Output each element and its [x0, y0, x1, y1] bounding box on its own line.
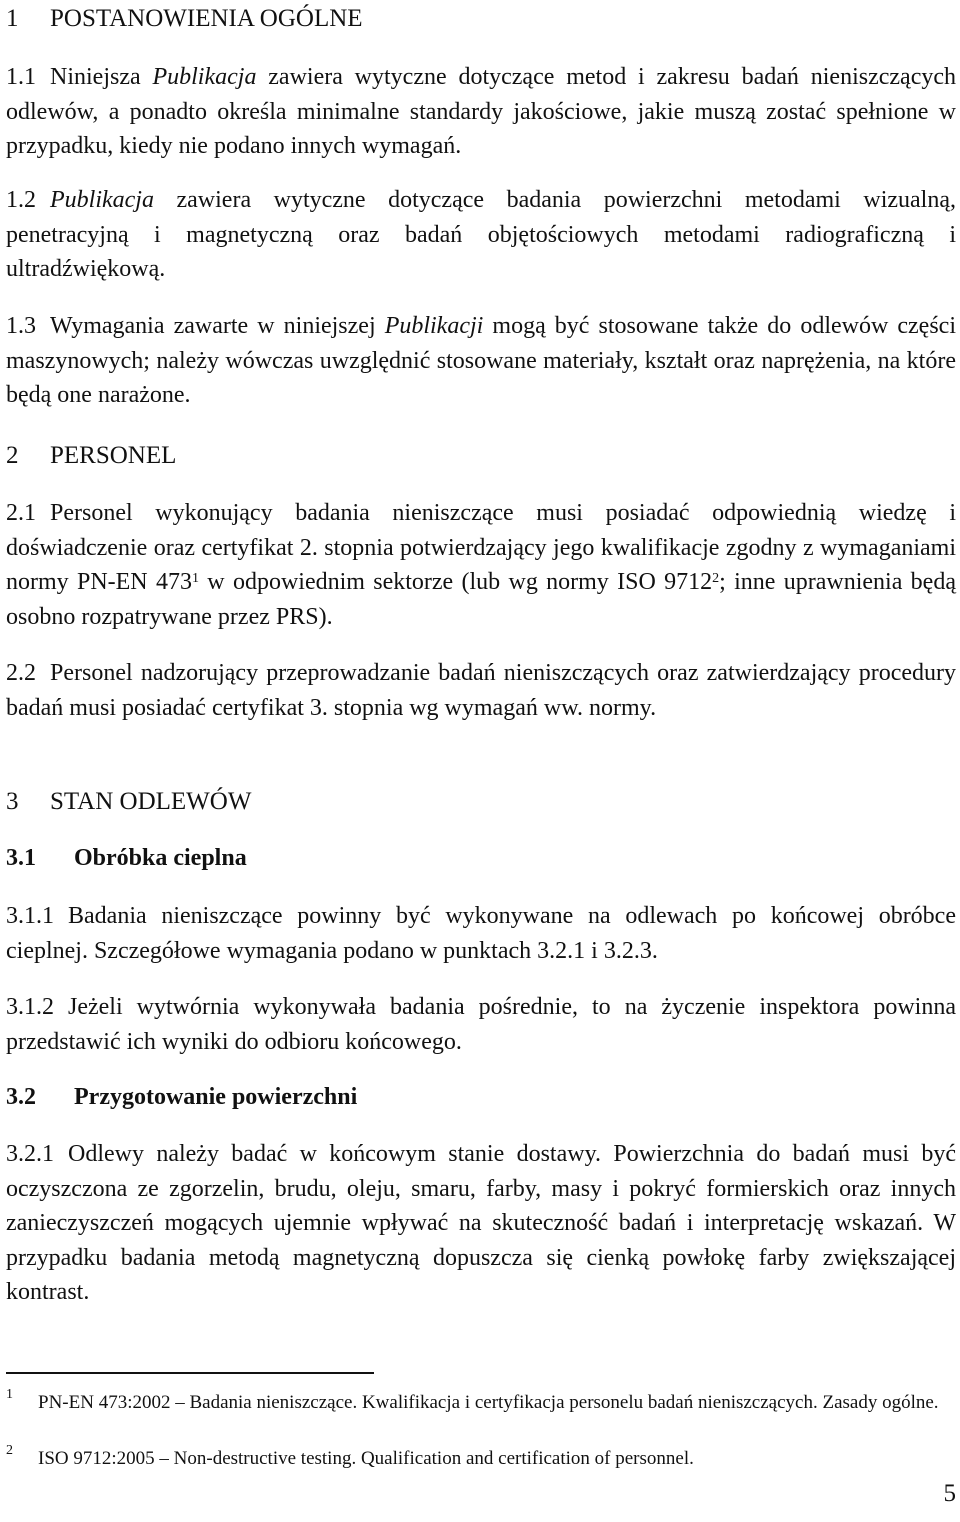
paragraph-number: 1.3: [6, 313, 36, 339]
heading-3-2: [6, 1082, 357, 1112]
paragraph-text: Niniejsza: [50, 64, 153, 90]
paragraph-number: 2.1: [6, 500, 36, 526]
heading-section-1: [6, 4, 363, 34]
heading-number: 3: [6, 788, 19, 815]
paragraph-number: 3.2.1: [6, 1141, 54, 1167]
heading-number: 2: [6, 442, 19, 469]
italic-term: Publikacji: [384, 313, 484, 339]
footnote-text: ISO 9712:2005 – Non-destructive testing. Qualification and certification of personnel.: [38, 1448, 694, 1469]
heading-title: POSTANOWIENIA OGÓLNE: [50, 5, 363, 32]
paragraph-3-1-1: [6, 899, 956, 968]
paragraph-text: Personel nadzorujący przeprowadzanie badań nieniszczących oraz zatwierdzający procedury badań musi posiadać certyfikat 3. stopnia wg wymagań ww. normy.: [6, 660, 956, 721]
paragraph-1-3: [6, 309, 956, 413]
heading-section-2: [6, 441, 176, 471]
paragraph-2-1: [6, 496, 956, 634]
paragraph-text: Odlewy należy badać w końcowym stanie dostawy. Powierzchnia do badań musi być oczyszczona ze zgorzelin, brudu, oleju, smaru, farby, masy i pokryć formierskich oraz innych zanieczyszczeń mogących ujemnie wpływać na skuteczność badań i interpretację wskazań. W przypadku badania metodą magnetyczną dopuszcza się cienką powłokę farby zwiększającej kontrast.: [6, 1141, 956, 1305]
paragraph-text: ; inne uprawnienia będą osobno rozpatrywane przez PRS).: [6, 569, 956, 630]
paragraph-text: Jeżeli wytwórnia wykonywała badania pośrednie, to na życzenie inspektora powinna przedstawić ich wyniki do odbioru końcowego.: [6, 994, 956, 1055]
footnote-text: PN-EN 473:2002 – Badania nieniszczące. Kwalifikacja i certyfikacja personelu badań nieniszczących. Zasady ogólne.: [38, 1392, 939, 1413]
paragraph-number: 1.2: [6, 187, 36, 213]
footnote-separator: [6, 1372, 374, 1374]
footnote-1: [6, 1387, 958, 1416]
paragraph-text: w odpowiednim sektorze (lub wg normy ISO 9712: [198, 569, 713, 595]
heading-section-3: [6, 787, 251, 817]
paragraph-text: Badania nieniszczące powinny być wykonywane na odlewach po końcowej obróbce cieplnej. Szczegółowe wymagania podano w punktach 3.2.1 i 3.2.3.: [6, 903, 956, 964]
italic-term: Publikacja: [50, 187, 154, 213]
paragraph-3-2-1: [6, 1137, 956, 1310]
italic-term: Publikacja: [152, 64, 257, 90]
paragraph-text: Wymagania zawarte w niniejszej: [50, 313, 385, 339]
footnote-ref-1[interactable]: 1: [191, 571, 199, 586]
paragraph-text: zawiera wytyczne dotyczące metod i zakresu badań nieniszczących odlewów, a ponadto określa minimalne standardy jakościowe, jakie muszą zostać spełnione w przypadku, kiedy nie podano innych wymagań.: [6, 64, 957, 159]
footnote-ref-2[interactable]: 2: [712, 571, 720, 586]
paragraph-1-1: [6, 60, 956, 164]
heading-title: Przygotowanie powierzchni: [74, 1084, 358, 1110]
heading-number: 1: [6, 5, 19, 32]
heading-title: STAN ODLEWÓW: [50, 788, 252, 815]
heading-number: 3.2: [6, 1084, 36, 1110]
paragraph-number: 3.1.1: [6, 903, 54, 929]
paragraph-text: mogą być stosowane także do odlewów części maszynowych; należy wówczas uwzględnić stosowane materiały, kształt oraz naprężenia, na które będą one narażone.: [6, 313, 956, 408]
paragraph-2-2: [6, 656, 956, 725]
heading-3-1: [6, 843, 247, 873]
paragraph-text: Personel wykonujący badania nieniszczące musi posiadać odpowiednią wiedzę i doświadczenie oraz certyfikat 2. stopnia potwierdzający jego kwalifikacje zgodny z wymaganiami normy PN-EN 473: [6, 500, 956, 595]
heading-title: Obróbka cieplna: [74, 845, 247, 871]
paragraph-number: 3.1.2: [6, 994, 54, 1020]
paragraph-1-2: [6, 183, 956, 287]
footnote-2: [6, 1443, 958, 1472]
heading-number: 3.1: [6, 845, 36, 871]
footnote-mark: 1: [6, 1387, 13, 1402]
page-number: 5: [943, 1480, 956, 1507]
heading-title: PERSONEL: [50, 442, 177, 469]
footnote-mark: 2: [6, 1443, 13, 1458]
paragraph-number: 1.1: [6, 64, 36, 90]
paragraph-3-1-2: [6, 990, 956, 1059]
paragraph-text: zawiera wytyczne dotyczące badania powierzchni metodami wizualną, penetracyjną i magnetyczną oraz badań objętościowych metodami radiograficzną i ultradźwiękową.: [6, 187, 956, 282]
paragraph-number: 2.2: [6, 660, 36, 686]
